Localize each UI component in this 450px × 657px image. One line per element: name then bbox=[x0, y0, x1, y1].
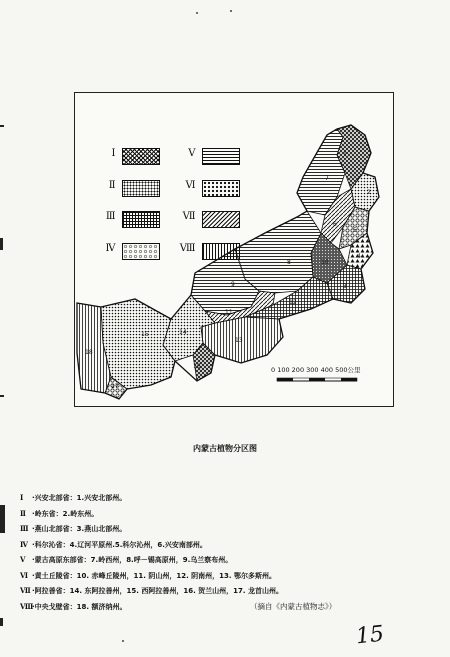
legend-swatch-3 bbox=[122, 211, 160, 228]
scan-edge-mark bbox=[0, 395, 4, 397]
legend-label-7: Ⅶ bbox=[182, 211, 195, 222]
map-frame bbox=[74, 92, 394, 407]
legend-line-2 bbox=[20, 509, 440, 525]
legend-line-text: ·蒙古高原东部省：7.岭西州，8.呼－锡高原州，9.乌兰察布州。 bbox=[32, 556, 233, 564]
region-number-2: 2 bbox=[367, 189, 371, 196]
scan-edge-mark bbox=[0, 238, 3, 250]
legend-line-text: ·科尔沁省：4.辽河平原州.5.科尔沁州，6.兴安南部州。 bbox=[32, 540, 207, 549]
scan-edge-mark bbox=[0, 618, 3, 626]
scale-labels: 0 100 200 300 400 500公里 bbox=[271, 366, 361, 374]
region-number-6: 6 bbox=[333, 221, 337, 228]
legend-label-6: Ⅵ bbox=[185, 180, 195, 191]
region-number-10: 10 bbox=[321, 259, 329, 266]
source-citation: （摘自《内蒙古植物志》） bbox=[250, 602, 337, 611]
scan-speck bbox=[230, 10, 232, 12]
legend-line-3 bbox=[20, 524, 440, 540]
legend-line-numeral: Ⅳ bbox=[20, 539, 28, 549]
legend-line-text: ·黄土丘陵省：10. 赤峰丘陵州，11. 阴山州，12. 阴南州，13. 鄂尔多斯州。 bbox=[32, 571, 277, 580]
legend-line-numeral: Ⅲ bbox=[20, 524, 29, 533]
legend-label-5: Ⅴ bbox=[188, 148, 195, 159]
legend-line-5 bbox=[20, 555, 440, 571]
map-caption: 内蒙古植物分区图 bbox=[193, 444, 257, 453]
legend-line-text: ·中央戈壁省：18. 额济纳州。 bbox=[32, 602, 127, 611]
scale-bar bbox=[277, 378, 357, 381]
legend-swatch-4 bbox=[122, 243, 160, 260]
legend-line-numeral: Ⅴ bbox=[20, 555, 26, 564]
scan-speck bbox=[196, 12, 198, 14]
legend-label-2: Ⅱ bbox=[108, 180, 115, 191]
legend-line-7 bbox=[20, 586, 440, 602]
legend-label-4: Ⅳ bbox=[105, 243, 115, 254]
scan-speck bbox=[122, 640, 124, 642]
region-number-3: 3 bbox=[343, 283, 347, 290]
region-number-4: 4 bbox=[357, 253, 361, 260]
legend-line-text: ·阿拉善省：14. 东阿拉善州，15. 西阿拉善州，16. 贺兰山州，17. 龙首山州。 bbox=[32, 587, 284, 595]
legend-line-text: ·岭东省：2.岭东州。 bbox=[32, 509, 99, 518]
zone-legend-list bbox=[20, 493, 440, 617]
legend-line-numeral: Ⅱ bbox=[20, 508, 26, 518]
legend-line-numeral: Ⅶ bbox=[20, 586, 31, 595]
region-number-5: 5 bbox=[353, 227, 357, 234]
region-number-1: 1 bbox=[343, 151, 347, 158]
legend-swatch-5 bbox=[202, 148, 240, 165]
legend-swatch-8 bbox=[202, 243, 240, 260]
legend-swatch-2 bbox=[122, 180, 160, 197]
legend-label-3: Ⅲ bbox=[105, 211, 115, 222]
scan-edge-mark bbox=[0, 505, 5, 533]
region-number-7: 7 bbox=[325, 175, 329, 182]
region-number-15: 15 bbox=[141, 331, 149, 338]
legend-line-4 bbox=[20, 540, 440, 556]
region-number-13: 13 bbox=[235, 337, 243, 344]
region-number-16: 16 bbox=[193, 363, 201, 370]
legend-line-6 bbox=[20, 571, 440, 587]
region-8-hu-xi-plateau bbox=[235, 211, 321, 293]
legend-line-8 bbox=[20, 602, 440, 618]
legend-label-8: Ⅷ bbox=[179, 243, 195, 254]
handwritten-page-number: 15 bbox=[354, 621, 386, 650]
legend-swatch-1 bbox=[122, 148, 160, 165]
scan-edge-mark bbox=[0, 125, 4, 127]
legend-line-1 bbox=[20, 493, 440, 509]
legend-line-numeral: Ⅷ bbox=[20, 601, 34, 611]
legend-line-numeral: Ⅰ bbox=[20, 493, 24, 502]
legend-line-text: ·兴安北部省：1.兴安北部州。 bbox=[32, 494, 127, 502]
region-number-17: 17 bbox=[111, 383, 119, 390]
region-number-12: 12 bbox=[289, 299, 297, 306]
region-number-8: 8 bbox=[287, 259, 291, 266]
legend-label-1: Ⅰ bbox=[111, 148, 115, 159]
legend-swatch-6 bbox=[202, 180, 240, 197]
region-number-18: 18 bbox=[85, 349, 93, 356]
region-number-14: 14 bbox=[179, 329, 187, 336]
region-number-11: 11 bbox=[225, 309, 233, 316]
region-number-9: 9 bbox=[231, 281, 235, 288]
legend-swatch-7 bbox=[202, 211, 240, 228]
legend-line-numeral: Ⅵ bbox=[20, 570, 29, 580]
legend-line-text: ·燕山北部省：3.燕山北部州。 bbox=[32, 525, 127, 533]
